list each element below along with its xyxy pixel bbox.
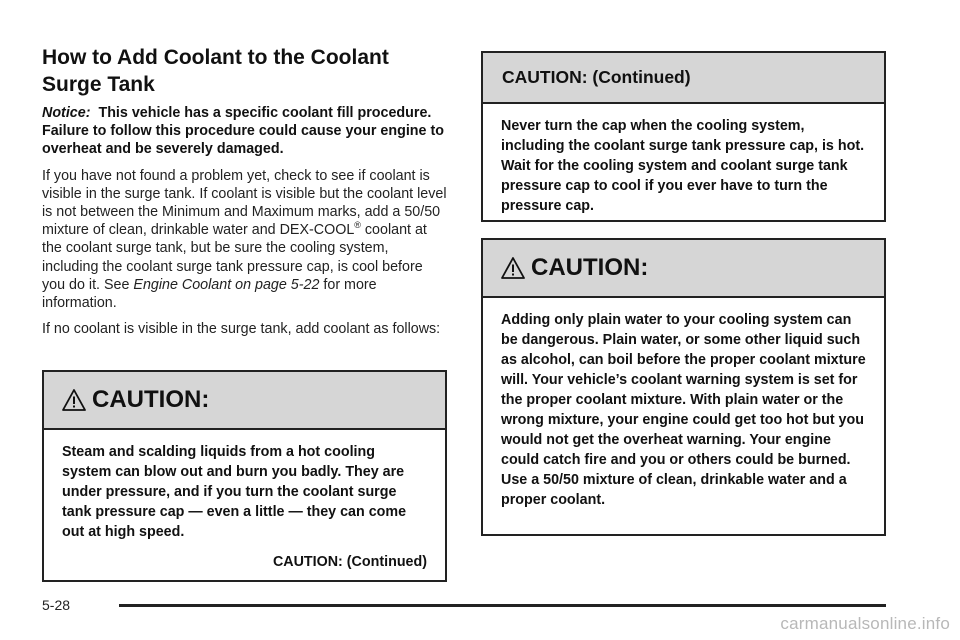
caution-continued-body: Never turn the cap when the cooling system, including the coolant surge tank pressure cap, is hot. Wait for the cooling system and coolant surge tank pressure cap to cool if you ever have to turn the pressure cap. [501, 118, 865, 214]
notice-text: This vehicle has a specific coolant fill procedure. Failure to follow this procedure could cause your engine to overheat and be severely damaged. [42, 105, 444, 158]
section-heading [42, 44, 447, 98]
caution-continued-note: CAUTION: (Continued) [272, 554, 427, 570]
watermark: carmanualsonline.info [780, 614, 950, 633]
left-column [42, 44, 447, 346]
page-number: 5-28 [42, 597, 71, 613]
check-coolant-paragraph [42, 167, 447, 313]
para2-part-a: If you have not found a problem yet, check to see if coolant is visible in the surge tank. If coolant is visible but the coolant level is not between the Minimum and Maximum marks, add a 50/50 mixture of clean, drinkable water and DEX-COOL [42, 167, 447, 239]
caution-box-continued [481, 51, 886, 222]
heading-line-1: How to Add Coolant to the Coolant [42, 46, 389, 69]
notice-paragraph [42, 104, 447, 159]
caution-body [44, 430, 445, 582]
warning-triangle-icon [501, 256, 525, 280]
cross-reference: Engine Coolant on page 5-22 [133, 276, 320, 293]
caution-title: CAUTION: [531, 254, 649, 281]
heading-line-2: Surge Tank [42, 73, 155, 96]
notice-label: Notice: [42, 105, 91, 121]
para2-part-b: coolant at the coolant surge tank, but be sure the cooling system, including the coolant surge tank pressure cap, is cool before you do it. See [42, 222, 427, 293]
footer-rule [119, 604, 886, 607]
caution-continued-title: CAUTION: (Continued) [502, 67, 691, 87]
caution-title: CAUTION: [92, 386, 210, 413]
caution-box-steam [42, 370, 447, 582]
caution-header [483, 240, 884, 298]
para2-part-c: for more information. [42, 276, 377, 312]
caution-continued-header [483, 53, 884, 104]
caution-text: Steam and scalding liquids from a hot cooling system can blow out and burn you badly. They are under pressure, and if you turn the coolant surge tank pressure cap — even a little — they can come out at high speed. [62, 444, 407, 540]
caution-body: Adding only plain water to your cooling system can be dangerous. Plain water, or some other liquid such as alcohol, can boil before the proper coolant mixture will. Your vehicle’s coolant warning system is set for the proper coolant mixture. With plain water or the wrong mixture, your engine could get too hot but you would not get the overheat warning. Your engine could catch fire and you or others could be burned. Use a 50/50 mixture of clean, drinkable water and a proper coolant. [501, 312, 866, 508]
warning-triangle-icon [62, 388, 86, 412]
caution-header [44, 372, 445, 430]
registered-mark: ® [354, 220, 361, 231]
no-coolant-paragraph: If no coolant is visible in the surge tank, add coolant as follows: [42, 321, 441, 338]
caution-box-plain-water [481, 238, 886, 536]
